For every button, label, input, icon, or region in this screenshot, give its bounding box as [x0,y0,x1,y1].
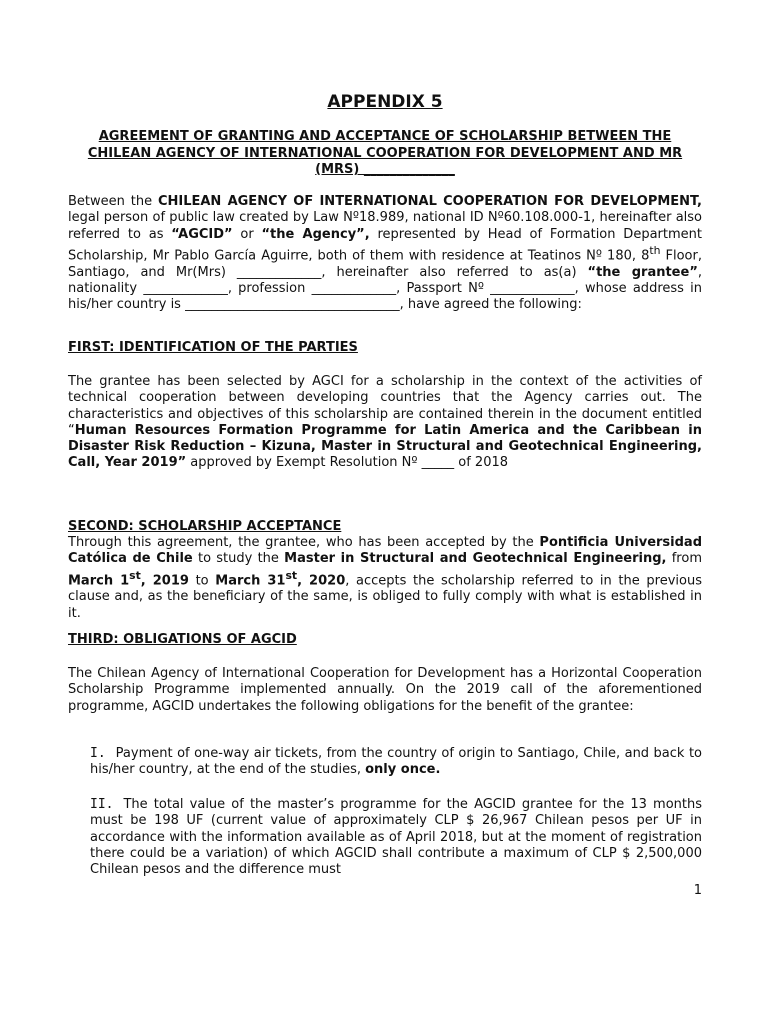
page-title: APPENDIX 5 [327,92,443,112]
intro-bold-4: “the grantee” [587,264,698,280]
first-text-2: approved by Exempt Resolution Nº _____ of 2018 [186,455,509,471]
obligation-item-2 [90,797,702,878]
page-number: 1 [693,883,702,898]
second-bold-6: , 2020 [297,572,346,588]
first-heading: FIRST: IDENTIFICATION OF THE PARTIES [68,340,358,355]
item-2-text: The total value of the master’s programme for the AGCID grantee for the 13 months must be 198 UF (current value of approximately CLP $ 26,967 Chilean pesos per UF in accordance with the information available as of April 2018, but at the moment of registration there could be a variation) of which AGCID shall contribute a maximum of CLP $ 2,500,000 Chilean pesos and the difference must [90,797,702,878]
second-text-1: Through this agreement, the grantee, who has been accepted by the [68,535,540,550]
intro-bold-1: CHILEAN AGENCY OF INTERNATIONAL COOPERATION FOR DEVELOPMENT, [157,194,702,209]
second-bold-4: , 2019 [140,572,189,588]
second-bold-5: March 31 [215,572,286,588]
second-bold-2: Master in Structural and Geotechnical Engineering, [284,551,667,567]
second-text-3: from [666,551,702,567]
second-bold-3: March 1 [68,572,130,588]
intro-text-4: represented by Head of Formation Department Scholarship, Mr Pablo García Aguirre, both of them with residence at Teatinos Nº 180, 8 [68,226,702,264]
first-text-1: The grantee has been selected by AGCI for a scholarship in the context of the activities of technical cooperation between developing countries that the Agency carries out. The characteristics and objectives of this scholarship are contained therein in the document entitled “ [68,374,702,438]
intro-bold-3: “the Agency”, [261,226,370,242]
second-superscript-1: st [129,568,141,582]
item-1-text: Payment of one-way air tickets, from the country of origin to Santiago, Chile, and back to his/her country, at the end of the studies, [90,746,702,778]
intro-text-6: , nationality _____________, profession _____________, Passport Nº _____________, whose address in his/her country is _________________________________, have agreed the following: [68,264,703,313]
second-superscript-2: st [285,568,298,582]
second-text-4: to [188,572,216,588]
intro-superscript: th [649,243,661,257]
intro-text-2: legal person of public law created by Law Nº18.989, national ID Nº60.108.000-1, hereinafter also referred to as [68,210,702,242]
second-text-2: to study the [192,551,285,567]
intro-text-1: Between the [68,194,158,209]
item-1-bold: only once. [365,762,441,778]
obligation-item-1 [90,746,702,779]
intro-bold-2: “AGCID” [171,226,233,242]
third-heading: THIRD: OBLIGATIONS OF AGCID [68,632,297,647]
intro-text-3: or [232,226,262,242]
first-bold-1: Human Resources Formation Programme for Latin America and the Caribbean in Disaster Risk Reduction – Kizuna, Master in Structural and Geotechnical Engineering, Call, Year 2019” [68,422,702,471]
intro-text-5: Floor, Santiago, and Mr(Mrs) _____________, hereinafter also referred to as(a) [68,248,702,280]
second-text-5: , accepts the scholarship referred to in the previous clause and, as the beneficiary of the same, is obliged to fully comply with what is established in it. [68,572,702,621]
second-bold-1: Pontificia Universidad Católica de Chile [68,535,703,567]
first-paragraph [68,374,702,472]
item-1-number: I. [90,746,106,761]
third-paragraph: The Chilean Agency of International Cooperation for Development has a Horizontal Cooperation Scholarship Programme implemented annually. On the 2019 call of the aforementioned programme, AGCID undertakes the following obligations for the benefit of the grantee: [68,666,702,714]
second-heading: SECOND: SCHOLARSHIP ACCEPTANCE [68,519,342,534]
item-2-number: II. [90,797,114,812]
second-paragraph [68,535,702,622]
agreement-subtitle: AGREEMENT OF GRANTING AND ACCEPTANCE OF SCHOLARSHIP BETWEEN THE CHILEAN AGENCY OF INTERNATIONAL COOPERATION FOR DEVELOPMENT AND MR (MRS) ______________ [87,129,683,177]
intro-paragraph [68,194,702,313]
